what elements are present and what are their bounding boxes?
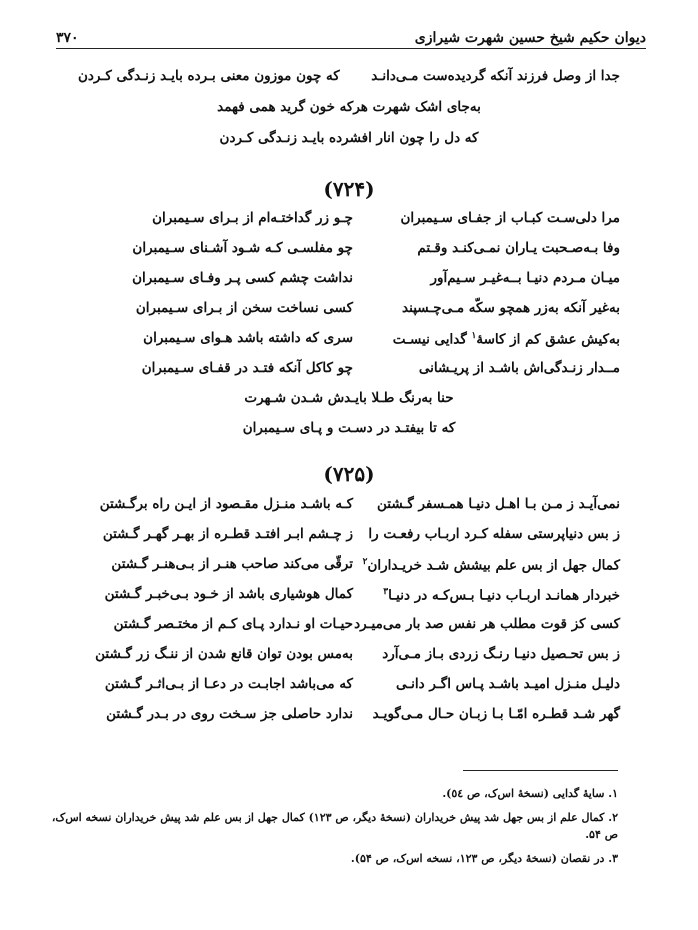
running-header xyxy=(56,20,646,46)
poem724-verse-3-right: میـان مـردم دنیـا بــه‌غیـر سـیم‌آور xyxy=(430,270,620,286)
poem724-verse-2-left: چو مفلسـی کـه شـود آشـنای سـیمبران xyxy=(132,240,353,256)
intro-couplet1-left: که چون موزون معنی بـرده بایـد زنـدگی کـردن xyxy=(78,68,340,84)
poem724-verse-1-right: مرا دلی‌سـت کبـاب از جفـای سـیمبران xyxy=(400,210,620,226)
footnote-2: ۲. کمال علم از بس جهل شد پیش خریداران (نسخهٔ دیگر، ص ۱۲۳) کمال جهل از بس علم شد پیش خریداران نسخه اس‌ک، ص ۵۴. xyxy=(51,811,618,842)
poem725-verse-5-right: کسی کز قوت مطلب هر نفس صد بار می‌میـرد xyxy=(354,616,620,632)
footnote-1: ۱. سایهٔ گدایی (نسخهٔ اس‌ک، ص ٥٤). xyxy=(442,787,618,800)
poem725-verse-5-left: حیـات او نـدارد پـای کـم از مختـصر گـشتن xyxy=(113,616,353,632)
header-title: دیوان حکیم شیخ حسین شهرت شیرازی xyxy=(414,30,646,46)
poem725-verse-6-right: ز بس تحـصیل دنیـا رنـگ زردی بـاز مـی‌آرد xyxy=(382,646,620,662)
verse-text: کمال جهل از بس علم بیشش شـد خریـداران xyxy=(367,557,620,574)
poem725-verse-2-left: ز چـشم ابـر افتـد قطـره از بهـر گهـر گـشتن xyxy=(102,526,353,542)
footnote-marker: ۲ xyxy=(362,557,368,567)
poem-number-724: (۷۲۴) xyxy=(323,177,375,201)
footnote-marker: ۱ xyxy=(471,331,477,341)
poem724-verse-3-left: نداشت چشم کسی پـر وفـای سـیمبران xyxy=(132,270,353,286)
poem724-verse-2-right: وفا بـه‌صـحبت یـاران نمـی‌کنـد وقـتم xyxy=(417,240,620,256)
poem-number-725: (۷۲۵) xyxy=(323,462,375,486)
poem724-verse-6-right: مــدار زنـدگی‌اش باشـد از پریـشانی xyxy=(418,360,620,376)
poem724-verse-4-left: کسی نساخت سخن از بـرای سـیمبران xyxy=(135,300,353,316)
poem725-verse-2-right: ز بس دنیاپرستی سفله کـرد اربـاب رفعـت را xyxy=(368,526,620,542)
poem725-verse-8-left: ندارد حاصلی جز سـخت روی در بـدر گـشتن xyxy=(106,706,353,722)
poem724-verse-4-right: به‌غیر آنکه به‌زر همچو سکّه مـی‌چـسپند xyxy=(402,300,620,316)
poem725-verse-3-left: ترقّی می‌کند صاحب هنـر از بـی‌هنـر گـشتن xyxy=(111,556,353,572)
poem725-verse-3-right xyxy=(363,558,620,573)
intro-couplet1-right: جدا از وصل فرزند آنکه گردیده‌ست مـی‌دانـد xyxy=(371,68,620,84)
poem724-closing-1: حنا به‌رنگ طـلا بایـدش شـدن شـهرت xyxy=(244,390,454,406)
poem725-verse-4-right xyxy=(383,588,620,603)
poem724-verse-1-left: چـو زر گداختـه‌ام از بـرای سـیمبران xyxy=(152,210,353,226)
poem725-verse-7-left: که می‌باشد اجابـت در دعـا از بـی‌اثـر گـشتن xyxy=(104,676,353,692)
intro-verse-3: که دل را چون انار افشرده بایـد زنـدگی کـردن xyxy=(219,130,479,146)
verse-text-cont: گدایی نیسـت xyxy=(392,331,472,348)
poem725-verse-8-right: گهر شـد قطـره امّـا بـا زبـان حـال مـی‌گویـد xyxy=(372,706,620,722)
poem725-verse-6-left: به‌مس بودن توان قانع شدن از ننـگ زر گـشتن xyxy=(95,646,353,662)
poem725-verse-1-left: کـه باشـد منـزل مقـصود از ایـن راه برگـشتن xyxy=(99,496,353,512)
verse-text: به‌کیش عشق کم از کاسهٔ xyxy=(476,331,620,348)
poem725-verse-7-right: دلیـل منـزل امیـد باشـد پـاس اگـر دانـی xyxy=(395,676,620,692)
poem724-closing-2: که تا بیفتـد در دسـت و پـای سـیمبران xyxy=(242,420,456,436)
footnote-3: ۳. در نقصان (نسخهٔ دیگر، ص ۱۲۳، نسخه اس‌ک، ص ۵۴). xyxy=(350,852,618,865)
poem724-verse-6-left: چو کاکل آنکه فتـد در قفـای سـیمبران xyxy=(141,360,353,376)
poem724-verse-5-left: سری که داشته باشد هـوای سـیمبران xyxy=(143,330,353,346)
intro-verse-2: به‌جای اشک شهرت هرکه خون گرید همی فهمد xyxy=(217,99,481,115)
footnote-divider xyxy=(463,770,618,771)
footnote-marker: ۳ xyxy=(383,587,389,597)
verse-text: خبردار همانـد اربـاب دنیـا بـس‌کـه در دنیـا xyxy=(388,587,620,604)
poem725-verse-4-left: کمال هوشیاری باشد از خـود بـی‌خبـر گـشتن xyxy=(104,586,353,602)
poem725-verse-1-right: نمی‌آیـد ز مـن بـا اهـل دنیـا همـسفر گـشتن xyxy=(376,496,620,512)
header-divider xyxy=(56,48,646,49)
poem724-verse-5-right xyxy=(393,332,620,347)
page-number: ۳۷۰ xyxy=(56,30,79,46)
